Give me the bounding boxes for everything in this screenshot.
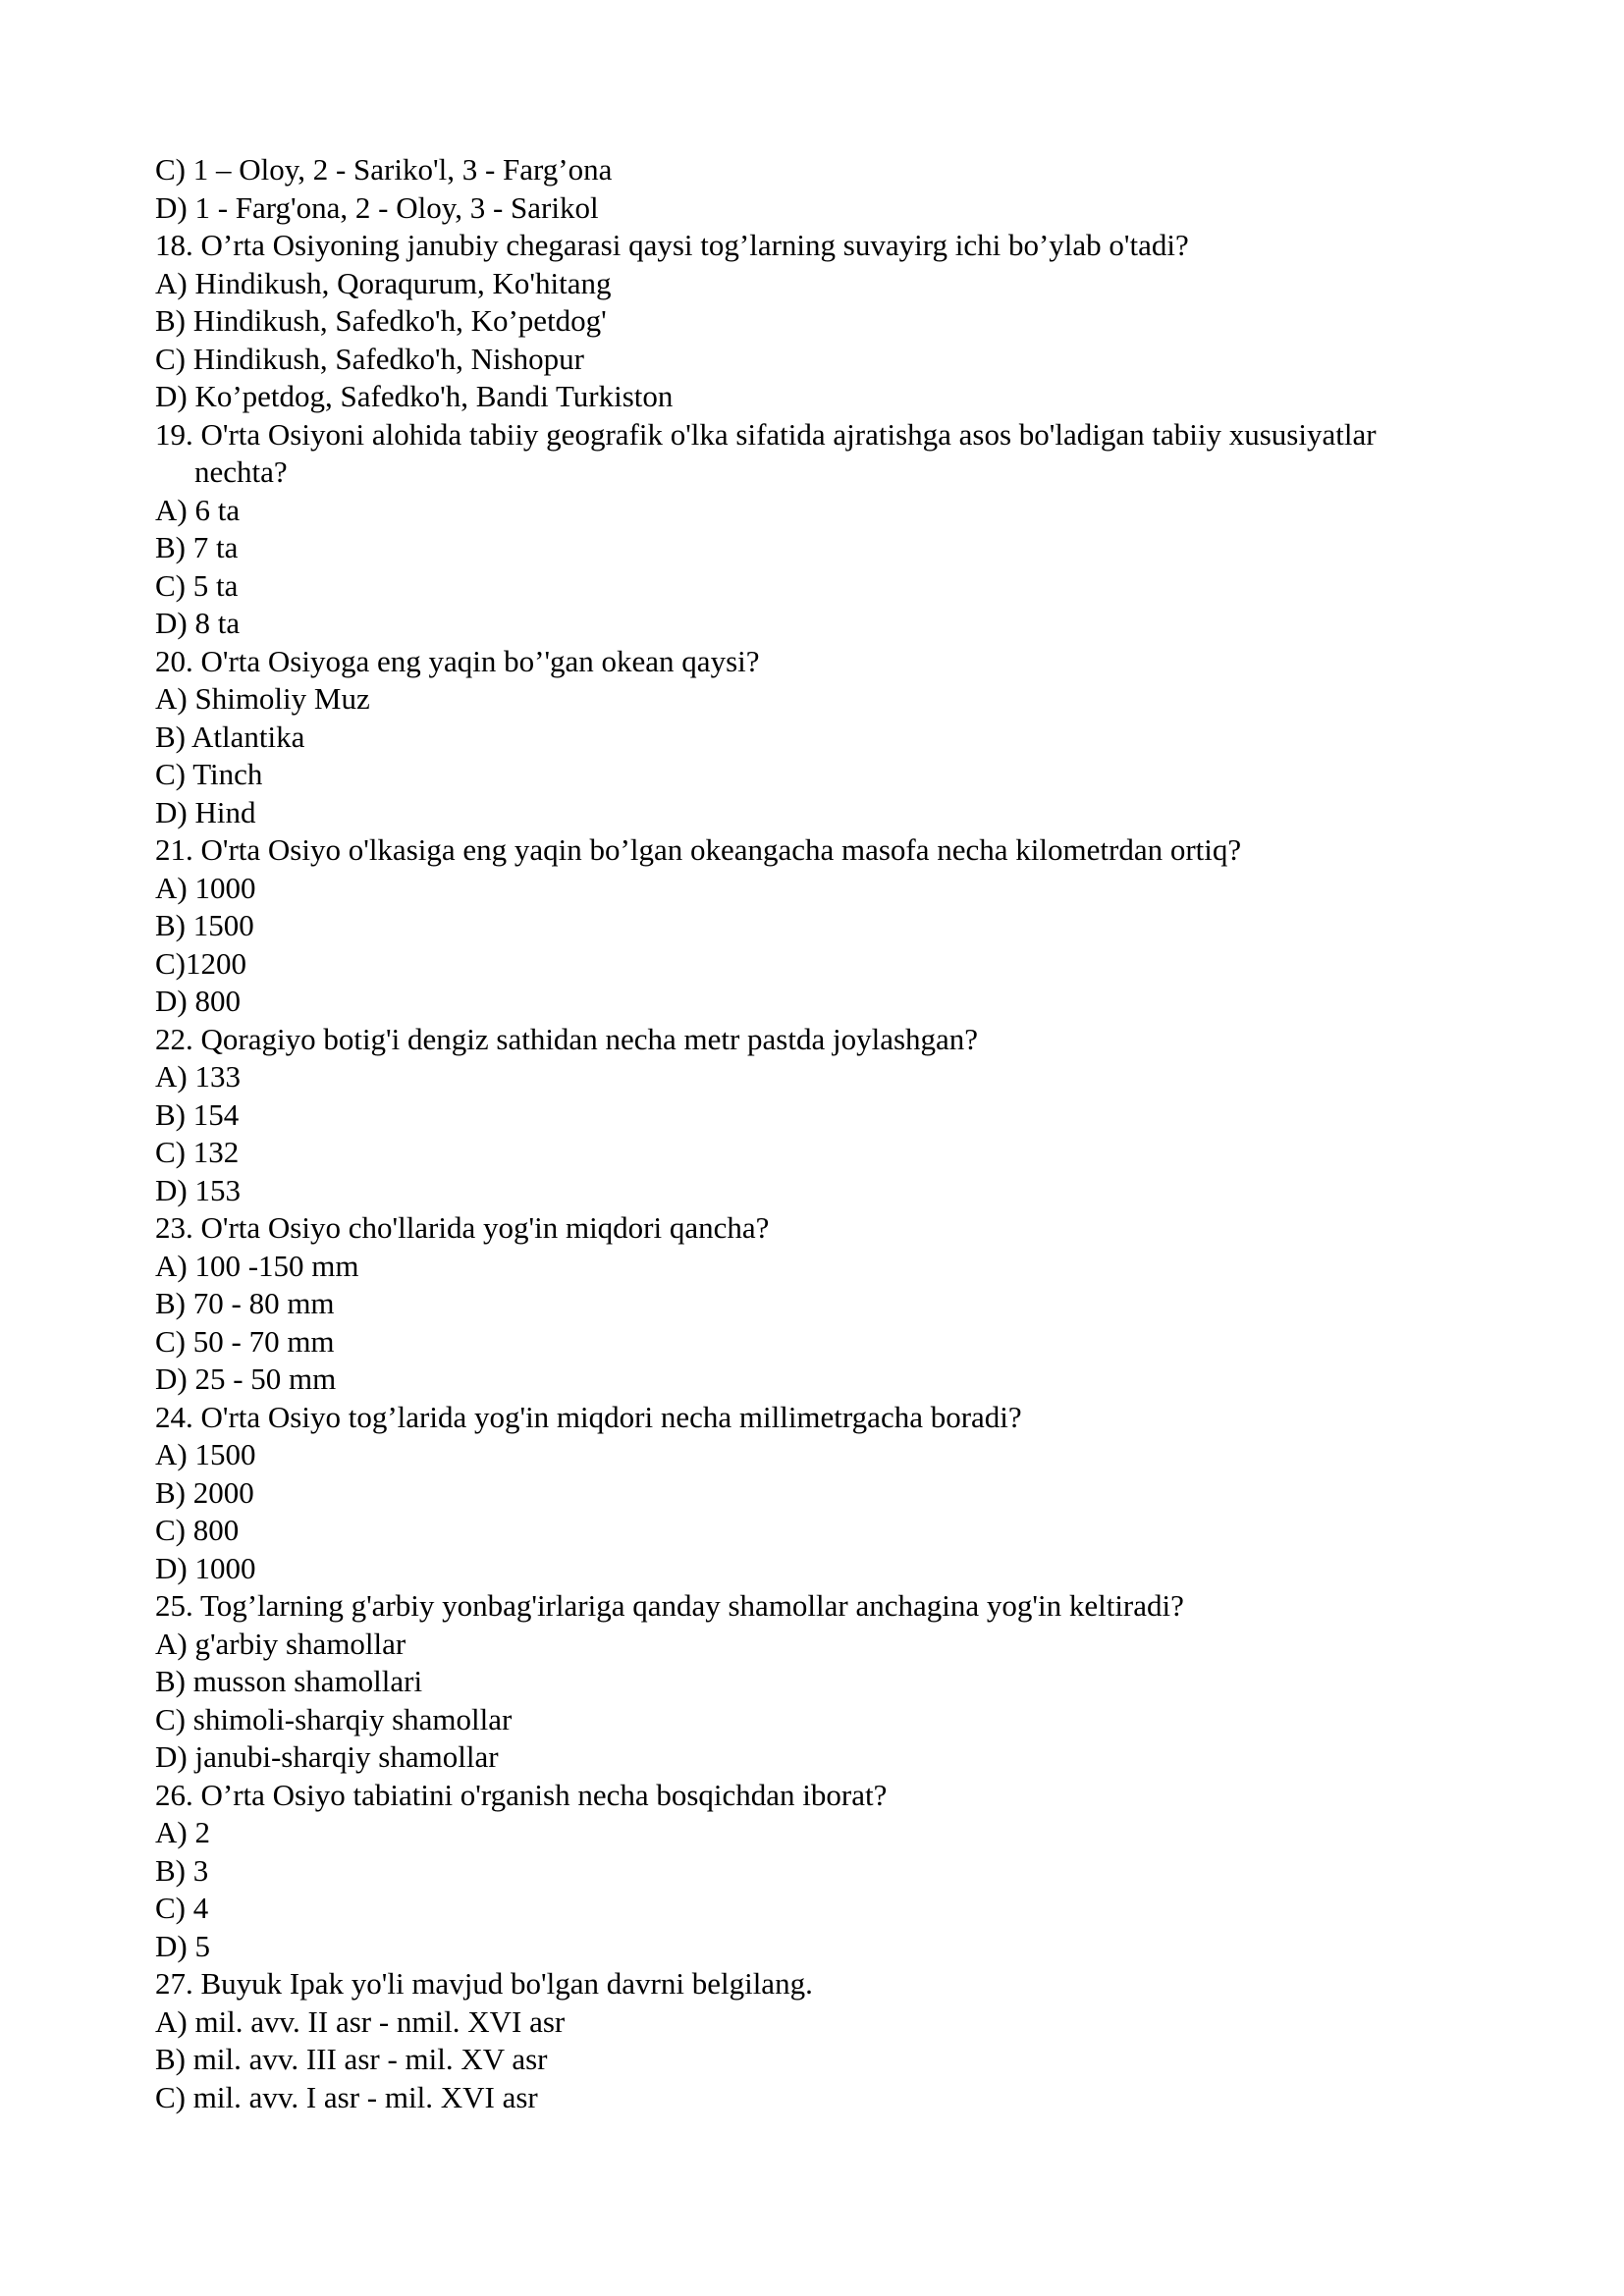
answer-option-line: C) 800 xyxy=(155,1513,240,1547)
answer-option-line: D) Hind xyxy=(155,794,256,829)
answer-option-line: C) 132 xyxy=(155,1135,240,1169)
answer-option-line: C) 4 xyxy=(155,1891,209,1925)
answer-option-line: B) 2000 xyxy=(155,1474,254,1510)
answer-option-line: C)1200 xyxy=(155,945,246,981)
answer-option-line: A) g'arbiy shamollar xyxy=(155,1626,406,1661)
answer-option-line: D) 800 xyxy=(155,984,241,1018)
answer-option-line: B) Hindikush, Safedko'h, Ko’petdog' xyxy=(155,303,607,338)
answer-option-line: D) 1 - Farg'ona, 2 - Oloy, 3 - Sarikol xyxy=(155,189,599,225)
answer-option-line: C) 5 ta xyxy=(155,567,239,603)
question-line: 21. O'rta Osiyo o'lkasiga eng yaqin bo’lgan okeangacha masofa necha kilometrdan ortiq? xyxy=(155,832,1242,867)
answer-option-line: B) 7 ta xyxy=(155,530,239,564)
answer-option-line: A) Shimoliy Muz xyxy=(155,681,370,716)
question-continuation-line: nechta? xyxy=(194,454,288,489)
answer-option-line: D) 25 - 50 mm xyxy=(155,1362,337,1396)
answer-option-line: A) 1000 xyxy=(155,870,256,905)
answer-option-line: D) 5 xyxy=(155,1928,210,1963)
answer-option-line: B) 70 - 80 mm xyxy=(155,1286,335,1320)
answer-option-line: A) 2 xyxy=(155,1815,210,1849)
question-line: 20. O'rta Osiyoga eng yaqin bo’'gan okean qaysi? xyxy=(155,643,760,678)
answer-option-line: C) shimoli-sharqiy shamollar xyxy=(155,1701,513,1736)
answer-option-line: A) mil. avv. II asr - nmil. XVI asr xyxy=(155,2003,566,2039)
question-line: 22. Qoragiyo botig'i dengiz sathidan necha metr pastda joylashgan? xyxy=(155,1021,979,1056)
answer-option-line: C) Tinch xyxy=(155,757,263,791)
answer-option-line: C) 1 – Oloy, 2 - Sariko'l, 3 - Farg’ona xyxy=(155,152,613,187)
question-line: 19. O'rta Osiyoni alohida tabiiy geografik o'lka sifatida ajratishga asos bo'ladigan tabiiy xususiyatlar xyxy=(155,416,1377,452)
answer-option-line: D) 153 xyxy=(155,1172,241,1207)
answer-option-line: A) 1500 xyxy=(155,1437,256,1471)
answer-option-line: C) Hindikush, Safedko'h, Nishopur xyxy=(155,341,584,376)
question-line: 25. Tog’larning g'arbiy yonbag'irlariga qanday shamollar anchagina yog'in keltiradi? xyxy=(155,1588,1184,1623)
question-line: 18. O’rta Osiyoning janubiy chegarasi qaysi tog’larning suvayirg ichi bo’ylab o'tadi? xyxy=(155,228,1189,262)
answer-option-line: A) 100 -150 mm xyxy=(155,1248,359,1283)
question-line: 27. Buyuk Ipak yo'li mavjud bo'lgan davrni belgilang. xyxy=(155,1966,813,2001)
answer-option-line: A) 133 xyxy=(155,1059,241,1094)
answer-option-line: B) mil. avv. III asr - mil. XV asr xyxy=(155,2042,548,2076)
answer-option-line: B) 154 xyxy=(155,1096,240,1132)
question-list xyxy=(155,151,1510,2116)
answer-option-line: B) Atlantika xyxy=(155,719,305,754)
answer-option-line: D) janubi-sharqiy shamollar xyxy=(155,1739,499,1774)
answer-option-line: A) Hindikush, Qoraqurum, Ko'hitang xyxy=(155,265,612,300)
answer-option-line: C) mil. avv. I asr - mil. XVI asr xyxy=(155,2079,538,2114)
answer-option-line: A) 6 ta xyxy=(155,492,241,527)
answer-option-line: D) 1000 xyxy=(155,1550,256,1585)
answer-option-line: C) 50 - 70 mm xyxy=(155,1323,335,1359)
answer-option-line: D) Ko’petdog, Safedko'h, Bandi Turkiston xyxy=(155,379,674,413)
answer-option-line: B) 3 xyxy=(155,1852,209,1888)
question-line: 24. O'rta Osiyo tog’larida yog'in miqdori necha millimetrgacha boradi? xyxy=(155,1399,1022,1434)
question-line: 23. O'rta Osiyo cho'llarida yog'in miqdori qancha? xyxy=(155,1210,770,1245)
answer-option-line: D) 8 ta xyxy=(155,606,241,640)
answer-option-line: B) 1500 xyxy=(155,908,254,942)
question-line: 26. O’rta Osiyo tabiatini o'rganish necha bosqichdan iborat? xyxy=(155,1777,888,1812)
answer-option-line: B) musson shamollari xyxy=(155,1664,423,1698)
